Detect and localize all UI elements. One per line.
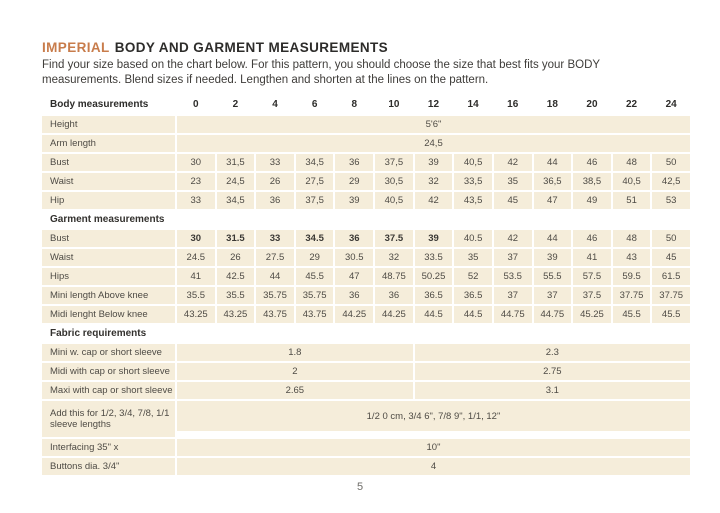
size-column-header: 16 <box>507 99 519 110</box>
value-cell: 42 <box>494 230 532 247</box>
value-cell: 37,5 <box>296 192 334 209</box>
value-cell: 31.5 <box>217 230 255 247</box>
section-row <box>42 325 690 342</box>
measurements-table <box>42 96 690 475</box>
value-cell: 35 <box>454 249 492 266</box>
value-cell: 36,5 <box>534 173 572 190</box>
value-cell: 42 <box>494 154 532 171</box>
value-cell: 39 <box>415 154 453 171</box>
value-cell: 32 <box>375 249 413 266</box>
value-cell: 26 <box>217 249 255 266</box>
row-label: Buttons dia. 3/4" <box>42 458 175 475</box>
value-cell: 43.75 <box>296 306 334 323</box>
value-cell: 47 <box>335 268 373 285</box>
value-cell: 49 <box>573 192 611 209</box>
row-label: Interfacing 35" x <box>42 439 175 456</box>
value-cell: 33 <box>177 192 215 209</box>
table-row <box>42 249 690 266</box>
value-cell: 41 <box>573 249 611 266</box>
value-cell: 32 <box>415 173 453 190</box>
value-cell: 44 <box>534 154 572 171</box>
value-cell: 37 <box>494 287 532 304</box>
size-column-header: 10 <box>388 99 400 110</box>
size-column-header: 0 <box>193 99 199 110</box>
value-cell: 45.5 <box>613 306 651 323</box>
row-label: Arm length <box>42 135 175 152</box>
value-cell: 44.25 <box>335 306 373 323</box>
value-cell: 36 <box>335 230 373 247</box>
value-cell: 52 <box>454 268 492 285</box>
page-number: 5 <box>356 481 364 493</box>
value-cell: 42 <box>415 192 453 209</box>
value-cell: 61.5 <box>652 268 690 285</box>
row-label: Midi with cap or short sleeve <box>42 363 175 380</box>
table-row <box>42 344 690 361</box>
value-cell: 24,5 <box>217 173 255 190</box>
value-cell: 55.5 <box>534 268 572 285</box>
value-cell: 37 <box>534 287 572 304</box>
value-cell: 2.75 <box>415 363 690 380</box>
value-cell: 27,5 <box>296 173 334 190</box>
value-cell: 2.3 <box>415 344 690 361</box>
value-cell: 34.5 <box>296 230 334 247</box>
value-cell: 26 <box>256 173 294 190</box>
value-cell: 36 <box>335 287 373 304</box>
value-cell: 29 <box>296 249 334 266</box>
value-cell: 50.25 <box>415 268 453 285</box>
table-row <box>42 363 690 380</box>
row-label: Hip <box>42 192 175 209</box>
value-cell: 44.75 <box>534 306 572 323</box>
row-label: Waist <box>42 249 175 266</box>
value-cell: 38,5 <box>573 173 611 190</box>
row-label: Waist <box>42 173 175 190</box>
value-cell: 42,5 <box>652 173 690 190</box>
row-label: Mini w. cap or short sleeve <box>42 344 175 361</box>
value-cell: 44.25 <box>375 306 413 323</box>
value-cell: 36 <box>335 154 373 171</box>
table-row <box>42 458 690 475</box>
pattern-name: IMPERIAL <box>42 40 110 55</box>
value-cell: 35 <box>494 173 532 190</box>
size-column-header: 4 <box>272 99 278 110</box>
value-cell: 44.75 <box>494 306 532 323</box>
value-cell: 35.75 <box>296 287 334 304</box>
value-cell: 36.5 <box>454 287 492 304</box>
row-label: Maxi with cap or short sleeve <box>42 382 175 399</box>
table-row <box>42 382 690 399</box>
value-cell: 43.25 <box>217 306 255 323</box>
value-cell: 35.5 <box>217 287 255 304</box>
section-label: Fabric requirements <box>50 328 147 339</box>
size-column-header: 12 <box>427 99 440 110</box>
value-cell: 1/2 0 cm, 3/4 6", 7/8 9", 1/1, 12" <box>177 401 690 431</box>
table-row <box>42 192 690 209</box>
value-cell: 30.5 <box>335 249 373 266</box>
section-row <box>42 211 690 228</box>
value-cell: 2.65 <box>177 382 413 399</box>
value-cell: 34,5 <box>296 154 334 171</box>
value-cell: 41 <box>177 268 215 285</box>
value-cell: 39 <box>534 249 572 266</box>
value-cell: 47 <box>534 192 572 209</box>
row-label: Mini length Above knee <box>42 287 175 304</box>
table-row <box>42 173 690 190</box>
page-title <box>42 40 690 55</box>
section-label: Garment measurements <box>50 214 165 225</box>
value-cell: 45.5 <box>652 306 690 323</box>
title-text: BODY AND GARMENT MEASUREMENTS <box>114 40 389 55</box>
value-cell: 4 <box>177 458 690 475</box>
value-cell: 44.5 <box>415 306 453 323</box>
table-row <box>42 154 690 171</box>
table-row <box>42 135 690 152</box>
value-cell: 43,5 <box>454 192 492 209</box>
value-cell: 53.5 <box>494 268 532 285</box>
value-cell: 36.5 <box>415 287 453 304</box>
value-cell: 45.25 <box>573 306 611 323</box>
value-cell: 37.75 <box>652 287 690 304</box>
value-cell: 37 <box>494 249 532 266</box>
value-cell: 53 <box>652 192 690 209</box>
value-cell: 39 <box>415 230 453 247</box>
size-column-header: 20 <box>586 99 598 110</box>
value-cell: 29 <box>335 173 373 190</box>
value-cell: 40,5 <box>375 192 413 209</box>
row-label: Bust <box>42 230 175 247</box>
size-column-header: 18 <box>546 99 558 110</box>
table-row <box>42 230 690 247</box>
size-column-header: 8 <box>351 99 358 110</box>
value-cell: 30 <box>177 230 215 247</box>
table-row <box>42 116 690 133</box>
value-cell: 37,5 <box>375 154 413 171</box>
intro-text: Find your size based on the chart below. For this pattern, you should choose the size that best fits your BODY measurements. Blend sizes if needed. Lengthen and shorten at the lines on the pattern. <box>42 59 600 86</box>
row-label: Hips <box>42 268 175 285</box>
value-cell: 24,5 <box>177 135 690 152</box>
value-cell: 43.75 <box>256 306 294 323</box>
value-cell: 5'6" <box>177 116 690 133</box>
value-cell: 33 <box>256 154 294 171</box>
value-cell: 40,5 <box>454 154 492 171</box>
size-column-header: 6 <box>311 99 318 110</box>
value-cell: 23 <box>177 173 215 190</box>
value-cell: 48 <box>613 154 651 171</box>
table-row <box>42 287 690 304</box>
value-cell: 46 <box>573 154 611 171</box>
value-cell: 33,5 <box>454 173 492 190</box>
value-cell: 51 <box>613 192 651 209</box>
value-cell: 39 <box>335 192 373 209</box>
table-row <box>42 306 690 323</box>
value-cell: 37.5 <box>573 287 611 304</box>
value-cell: 45.5 <box>296 268 334 285</box>
row-label: Bust <box>42 154 175 171</box>
table-row <box>42 439 690 456</box>
value-cell: 31,5 <box>217 154 255 171</box>
value-cell: 24.5 <box>177 249 215 266</box>
size-column-header: 24 <box>665 99 677 110</box>
value-cell: 57.5 <box>573 268 611 285</box>
value-cell: 33 <box>256 230 294 247</box>
value-cell: 50 <box>652 154 690 171</box>
value-cell: 59.5 <box>613 268 651 285</box>
table-row <box>42 268 690 285</box>
value-cell: 34,5 <box>217 192 255 209</box>
value-cell: 48.75 <box>375 268 413 285</box>
size-column-header: 22 <box>626 99 638 110</box>
column-header-label: Body measurements <box>50 99 149 110</box>
value-cell: 27.5 <box>256 249 294 266</box>
row-label: Height <box>42 116 175 133</box>
value-cell: 3.1 <box>415 382 690 399</box>
value-cell: 44 <box>256 268 294 285</box>
value-cell: 44.5 <box>454 306 492 323</box>
value-cell: 43 <box>613 249 651 266</box>
value-cell: 37.75 <box>613 287 651 304</box>
size-column-header: 14 <box>467 99 479 110</box>
value-cell: 35.5 <box>177 287 215 304</box>
value-cell: 37.5 <box>375 230 413 247</box>
value-cell: 30,5 <box>375 173 413 190</box>
value-cell: 30 <box>177 154 215 171</box>
table-row <box>42 401 690 437</box>
value-cell: 40,5 <box>613 173 651 190</box>
value-cell: 33.5 <box>415 249 453 266</box>
value-cell: 2 <box>177 363 413 380</box>
value-cell: 44 <box>534 230 572 247</box>
section-row <box>42 96 690 113</box>
row-label: Add this for 1/2, 3/4, 7/8, 1/1 sleeve lengths <box>42 401 175 437</box>
value-cell: 48 <box>613 230 651 247</box>
value-cell: 1.8 <box>177 344 413 361</box>
value-cell: 36 <box>375 287 413 304</box>
value-cell: 43.25 <box>177 306 215 323</box>
value-cell: 42.5 <box>217 268 255 285</box>
value-cell: 10" <box>177 439 690 456</box>
size-column-header: 2 <box>232 99 239 110</box>
value-cell: 40.5 <box>454 230 492 247</box>
row-label: Midi lenght Below knee <box>42 306 175 323</box>
value-cell: 45 <box>494 192 532 209</box>
value-cell: 35.75 <box>256 287 294 304</box>
value-cell: 45 <box>652 249 690 266</box>
value-cell: 46 <box>573 230 611 247</box>
value-cell: 50 <box>652 230 690 247</box>
value-cell: 36 <box>256 192 294 209</box>
